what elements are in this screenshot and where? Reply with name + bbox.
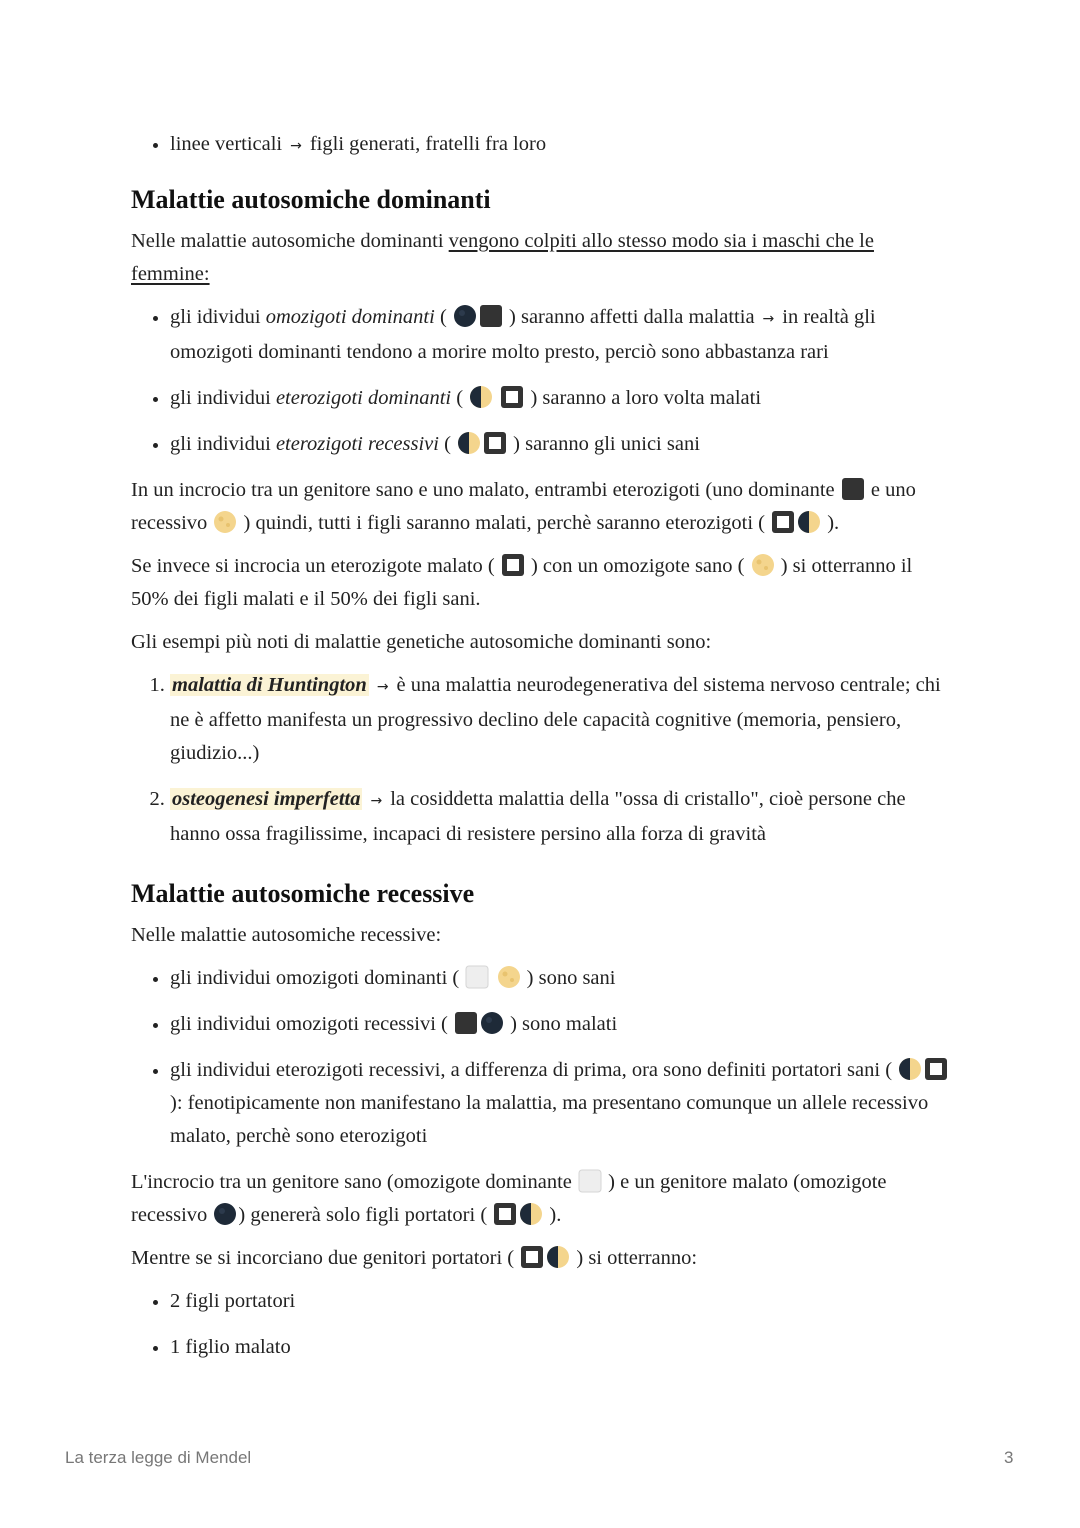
list-item: • gli individui eterozigoti dominanti ( ) saranno a loro volta malati xyxy=(170,382,951,415)
paragraph: Nelle malattie autosomiche dominanti vengono colpiti allo stesso modo sia i maschi che le femmine: xyxy=(131,230,874,285)
paragraph: Mentre se si incorciano due genitori portatori ( ) si otterranno: xyxy=(131,1247,698,1269)
full-moon-icon xyxy=(213,510,237,534)
half-moon-icon xyxy=(546,1245,570,1269)
section-title-dominant: Malattie autosomiche dominanti xyxy=(131,185,491,214)
list-item: • linee verticali → figli generati, fratelli fra loro xyxy=(170,128,951,163)
highlighted-term: osteogenesi imperfetta xyxy=(172,788,361,810)
half-moon-icon xyxy=(898,1057,922,1081)
black-square-button-icon xyxy=(501,553,525,577)
paragraph: In un incrocio tra un genitore sano e uno malato, entrambi eterozigoti (uno dominante e uno recessivo ) quindi, tutti i figli saranno malati, perchè saranno eterozigoti ( ). xyxy=(131,479,916,534)
arrow-icon: → xyxy=(290,138,302,154)
list-item: • gli individui omozigoti dominanti ( ) sono sani xyxy=(170,962,951,995)
dominant-examples-list xyxy=(131,669,951,851)
list-item: • gli individui eterozigoti recessivi ( ) saranno gli unici sani xyxy=(170,428,951,461)
half-moon-icon xyxy=(457,431,481,455)
intro-list xyxy=(131,128,951,163)
paragraph: Nelle malattie autosomiche recessive: xyxy=(131,924,442,946)
black-square-button-icon xyxy=(500,385,524,409)
results-list xyxy=(131,1285,951,1364)
black-square-button-icon xyxy=(520,1245,544,1269)
highlighted-term: malattia di Huntington xyxy=(172,674,367,696)
underlined-text: vengono colpiti allo stesso modo sia i maschi che le femmine: xyxy=(131,230,874,285)
paragraph: Se invece si incrocia un eterozigote malato ( ) con un omozigote sano ( ) si otterranno il 50% dei figli malati e il 50% dei figli sani. xyxy=(131,555,913,610)
list-item: • gli idividui omozigoti dominanti ( ) saranno affetti dalla malattia → in realtà gli omozigoti dominanti tendono a morire molto presto, perciò sono abbastanza rari xyxy=(170,301,951,369)
arrow-icon: → xyxy=(762,311,775,327)
full-moon-icon xyxy=(751,553,775,577)
black-square-icon xyxy=(841,477,865,501)
white-square-icon xyxy=(465,965,489,989)
recessive-genotype-list xyxy=(131,962,951,1153)
new-moon-icon xyxy=(480,1011,504,1035)
new-moon-icon xyxy=(453,304,477,328)
section-title-recessive: Malattie autosomiche recessive xyxy=(131,879,475,908)
dominant-genotype-list xyxy=(131,301,951,461)
page-number: 3 xyxy=(1004,1448,1014,1467)
list-item: • 1 figlio malato xyxy=(170,1331,951,1364)
list-item: 1. malattia di Huntington → è una malattia neurodegenerativa del sistema nervoso centrale; chi ne è affetto manifesta un progressivo declino dele capacità cognitive (memoria, pensiero, giudizio...) xyxy=(170,669,951,770)
paragraph: Gli esempi più noti di malattie genetiche autosomiche dominanti sono: xyxy=(131,631,712,653)
paragraph: L'incrocio tra un genitore sano (omozigote dominante ) e un genitore malato (omozigote recessivo ) genererà solo figli portatori ( ). xyxy=(131,1171,887,1226)
black-square-button-icon xyxy=(924,1057,948,1081)
black-square-icon xyxy=(479,304,503,328)
black-square-button-icon xyxy=(483,431,507,455)
half-moon-icon xyxy=(519,1202,543,1226)
list-item: • gli individui omozigoti recessivi ( ) sono malati xyxy=(170,1008,951,1041)
white-square-icon xyxy=(578,1169,602,1193)
new-moon-icon xyxy=(213,1202,237,1226)
list-item: 2. osteogenesi imperfetta → la cosiddetta malattia della "ossa di cristallo", cioè persone che hanno ossa fragilissime, incapaci di resistere persino alla forza di gravità xyxy=(170,783,951,851)
black-square-button-icon xyxy=(493,1202,517,1226)
list-item: • gli individui eterozigoti recessivi, a differenza di prima, ora sono definiti portatori sani ( ): fenotipicamente non manifestano la malattia, ma presentano comunque un allele recessivo malato, perchè sono eterozigoti xyxy=(170,1054,951,1153)
list-item: • 2 figli portatori xyxy=(170,1285,951,1318)
arrow-icon: → xyxy=(376,679,389,695)
footer-title: La terza legge di Mendel xyxy=(65,1448,252,1467)
document-page xyxy=(131,128,951,1377)
black-square-button-icon xyxy=(771,510,795,534)
full-moon-icon xyxy=(497,965,521,989)
black-square-icon xyxy=(454,1011,478,1035)
half-moon-icon xyxy=(469,385,493,409)
arrow-icon: → xyxy=(370,793,383,809)
half-moon-icon xyxy=(797,510,821,534)
